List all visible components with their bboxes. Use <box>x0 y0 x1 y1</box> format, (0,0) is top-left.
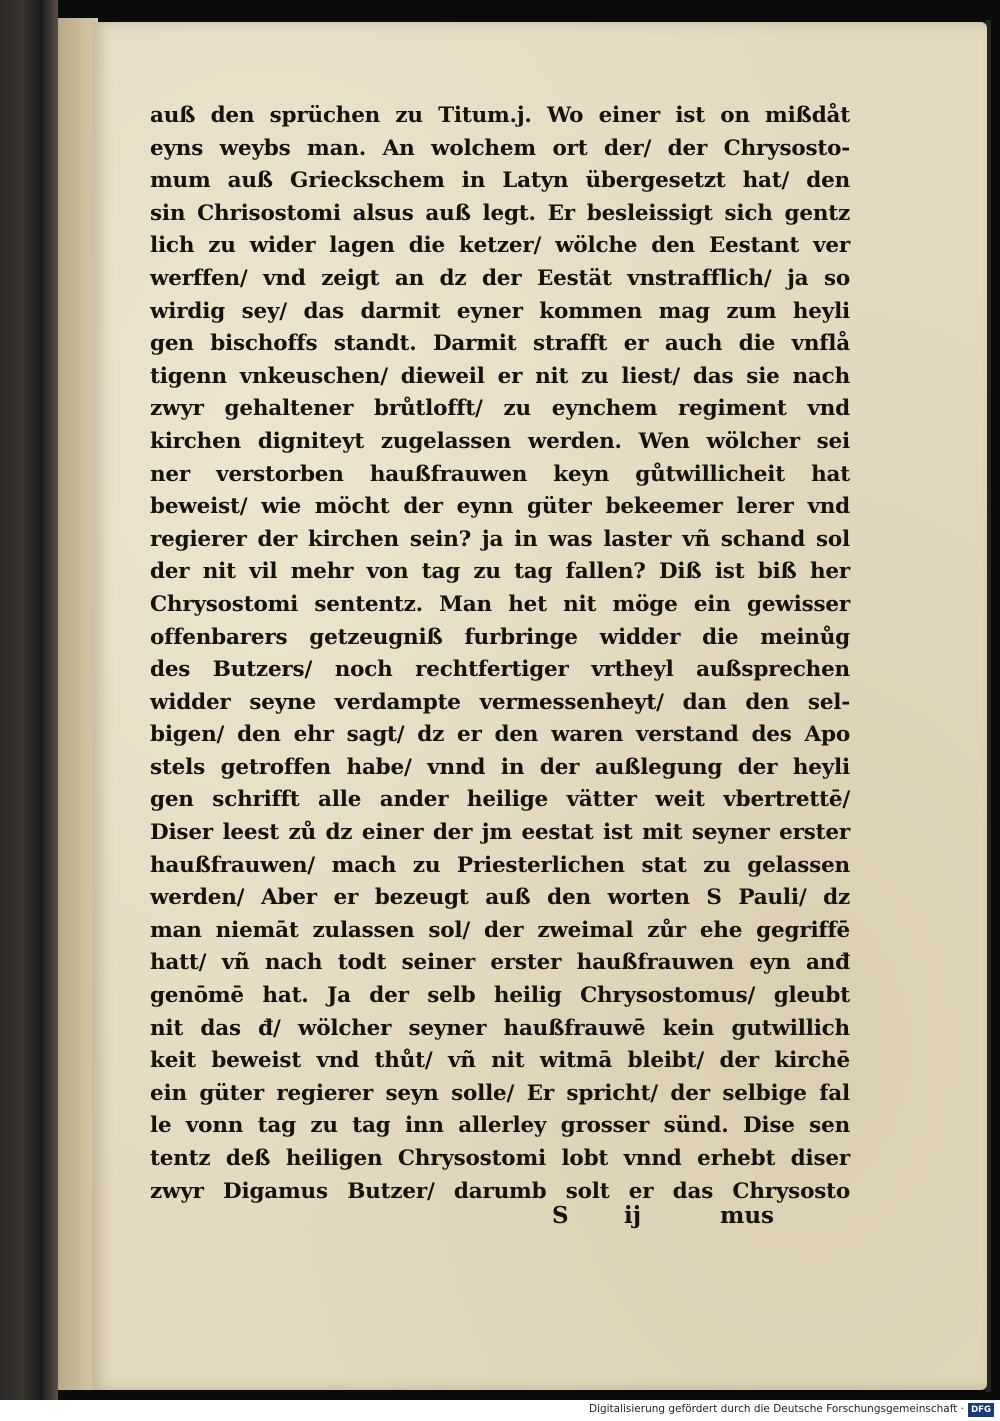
text-line: hatt/ vñ nach todt seiner erster haußfrauwen eyn anđ <box>150 950 850 976</box>
text-line: le vonn tag zu tag inn allerley grosser sünd. Dise sen <box>150 1113 850 1139</box>
text-line: haußfrauwen/ mach zu Priesterlichen stat zu gelassen <box>150 852 850 878</box>
footer-bar <box>0 1400 1000 1421</box>
text-line: Chrysostomi sententz. Man het nit möge ein gewisser <box>150 591 850 617</box>
text-line: gen schrifft alle ander heilige vätter weit vbertrettē/ <box>150 787 850 813</box>
page-text <box>150 100 850 1208</box>
text-line: man niemāt zulassen sol/ der zweimal zůr ehe gegriffē <box>150 917 850 943</box>
funding-credit: Digitalisierung gefördert durch die Deutsche Forschungsgemeinschaft · <box>588 1403 964 1415</box>
signature-mark: S <box>552 1202 569 1229</box>
text-line: genōmē hat. Ja der selb heilig Chrysostomus/ gleubt <box>150 983 850 1009</box>
text-line: werffen/ vnd zeigt an dz der Eestät vnstrafflich/ ja so <box>150 265 850 291</box>
text-line: ein güter regierer seyn solle/ Er spricht/ der selbige fal <box>150 1080 850 1106</box>
text-line: gen bischoffs standt. Darmit strafft er auch die vnflå <box>150 331 850 357</box>
text-line: zwyr gehaltener brůtlofft/ zu eynchem regiment vnd <box>150 396 850 422</box>
text-line: lich zu wider lagen die ketzer/ wölche den Eestant ver <box>150 233 850 259</box>
dfg-logo: DFG <box>968 1403 994 1417</box>
text-line: eyns weybs man. An wolchem ort der/ der Chrysosto- <box>150 135 850 161</box>
text-line: werden/ Aber er bezeugt auß den worten S Pauli/ dz <box>150 885 850 911</box>
text-line: nit das đ/ wölcher seyner haußfrauwē kein gutwillich <box>150 1015 850 1041</box>
catchword: mus <box>720 1202 775 1229</box>
text-line: bigen/ den ehr sagt/ dz er den waren verstand des Apo <box>150 722 850 748</box>
text-line: Diser leest zů dz einer der jm eestat ist mit seyner erster <box>150 820 850 846</box>
book-binding <box>0 0 58 1400</box>
text-line: kirchen digniteyt zugelassen werden. Wen wölcher sei <box>150 428 850 454</box>
text-line: tentz deß heiligen Chrysostomi lobt vnnd erhebt diser <box>150 1146 850 1171</box>
text-line: sin Chrisostomi alsus auß legt. Er besleissigt sich gentz <box>150 200 850 226</box>
text-line: zwyr Digamus Butzer/ darumb solt er das Chrysosto <box>150 1178 850 1204</box>
text-line: widder seyne verdampte vermessenheyt/ dan den sel- <box>150 689 850 715</box>
book-page <box>92 22 987 1390</box>
signature-line <box>552 1194 832 1238</box>
text-line: stels getroffen habe/ vnnd in der außlegung der heyli <box>150 754 850 780</box>
text-line: ner verstorben haußfrauwen keyn gůtwillicheit hat <box>150 461 850 487</box>
text-line: wirdig sey/ das darmit eyner kommen mag zum heyli <box>150 298 850 324</box>
text-line: regierer der kirchen sein? ja in was laster vñ schand sol <box>150 526 850 552</box>
text-line: mum auß Grieckschem in Latyn übergesetzt hat/ den <box>150 168 850 194</box>
signature-number: ij <box>624 1202 642 1229</box>
text-line: der nit vil mehr von tag zu tag fallen? Diß ist biß her <box>150 559 850 585</box>
text-line: beweist/ wie möcht der eynn güter bekeemer lerer vnd <box>150 494 850 520</box>
text-line: tigenn vnkeuschen/ dieweil er nit zu liest/ das sie nach <box>150 363 850 389</box>
text-line: des Butzers/ noch rechtfertiger vrtheyl außsprechen <box>150 657 850 683</box>
text-line: auß den sprüchen zu Titum.j. Wo einer ist on mißdåt <box>150 103 850 128</box>
text-line: offenbarers getzeugniß furbringe widder die meinůg <box>150 624 850 650</box>
text-line: keit beweist vnd thůt/ vñ nit witmā bleibt/ der kirchē <box>150 1048 850 1074</box>
